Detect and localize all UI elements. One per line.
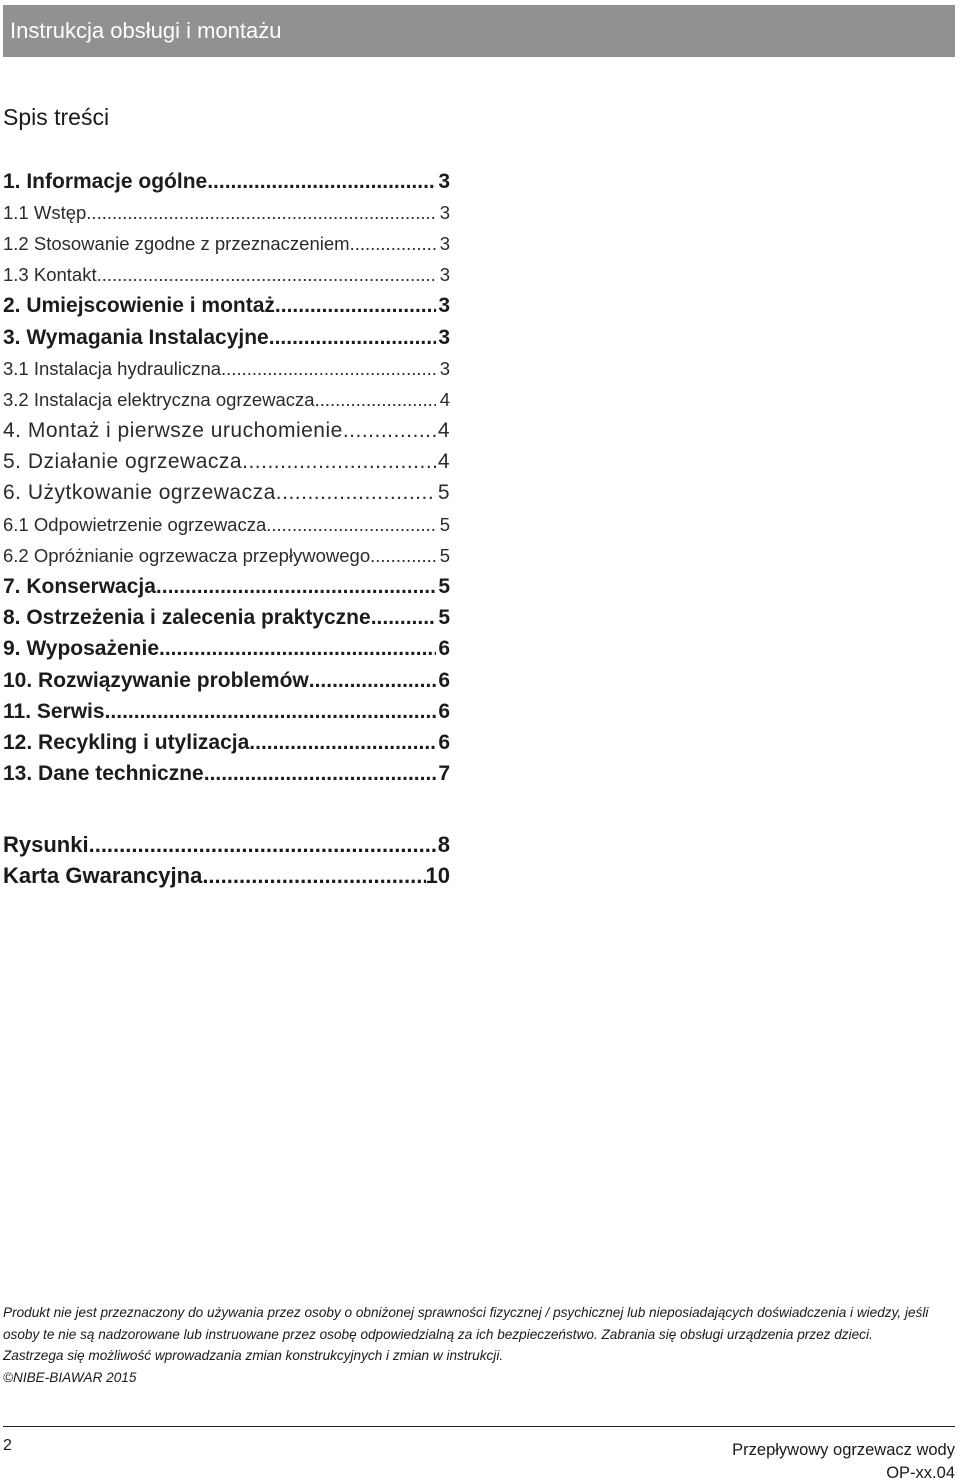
toc-entry-rozwiazywanie[interactable]: 10. Rozwiązywanie problemów ..... 6 xyxy=(3,665,450,696)
disclaimer-changes-notice: Zastrzega się możliwość wprowadzania zmian konstrukcyjnych i zmian w instrukcji. xyxy=(3,1348,504,1364)
toc-entry-karta-gwarancyjna[interactable]: Karta Gwarancyjna ..... 10 xyxy=(3,860,450,891)
toc-entry-kontakt[interactable]: 1.3 Kontakt ..... 3 xyxy=(3,260,450,291)
page-number: 2 xyxy=(3,1437,12,1454)
toc-entry-recykling[interactable]: 12. Recykling i utylizacja ..... 6 xyxy=(3,727,450,758)
toc-entry-umiejscowienie[interactable]: 2. Umiejscowienie i montaż ..... 3 xyxy=(3,291,450,322)
toc-entry-wstep[interactable]: 1.1 Wstęp ..... 3 xyxy=(3,197,450,228)
document-code: OP-xx.04 xyxy=(886,1464,955,1482)
toc-heading: Spis treści xyxy=(3,104,110,130)
disclaimer-safety-notice: Produkt nie jest przeznaczony do używania przez osoby o obniżonej sprawności fizycznej / psychicznej lub nieposiadających doświadczenia i wiedzy, jeśli osoby te nie są nadzorowane lub instruowane przez osobę odpowiedzialną za ich bezpieczeństwo. Zabrania się obsługi urządzenia przez dzieci. xyxy=(3,1305,929,1342)
toc-entry-instalacja-elektryczna[interactable]: 3.2 Instalacja elektryczna ogrzewacza ..... 4 xyxy=(3,384,450,415)
toc-entry-wyposazenie[interactable]: 9. Wyposażenie ..... 6 xyxy=(3,634,450,665)
product-name: Przepływowy ogrzewacz wody xyxy=(732,1441,955,1459)
toc-entry-wymagania[interactable]: 3. Wymagania Instalacyjne ..... 3 xyxy=(3,322,450,353)
toc-entry-stosowanie[interactable]: 1.2 Stosowanie zgodne z przeznaczeniem ..... 3 xyxy=(3,228,450,259)
toc-entry-informacje-ogolne[interactable]: 1. Informacje ogólne ..... 3 xyxy=(3,166,450,197)
footer-divider xyxy=(3,1426,955,1427)
toc-entry-dzialanie[interactable]: 5. Działanie ogrzewacza ..... 4 xyxy=(3,447,450,478)
table-of-contents xyxy=(3,166,450,790)
toc-entry-oproznianie[interactable]: 6.2 Opróżnianie ogrzewacza przepływowego ..... 5 xyxy=(3,540,450,571)
toc-entry-uzytkowanie[interactable]: 6. Użytkowanie ogrzewacza ..... 5 xyxy=(3,478,450,509)
toc-entry-serwis[interactable]: 11. Serwis ..... 6 xyxy=(3,696,450,727)
table-of-contents-appendix xyxy=(3,829,450,891)
copyright: ©NIBE-BIAWAR 2015 xyxy=(3,1369,137,1385)
toc-entry-montaz[interactable]: 4. Montaż i pierwsze uruchomienie ..... 4 xyxy=(3,416,450,447)
toc-entry-konserwacja[interactable]: 7. Konserwacja ..... 5 xyxy=(3,571,450,602)
toc-entry-ostrzezenia[interactable]: 8. Ostrzeżenia i zalecenia praktyczne ..... 5 xyxy=(3,603,450,634)
disclaimer xyxy=(3,1302,958,1388)
document-title: Instrukcja obsługi i montażu xyxy=(10,18,282,43)
toc-entry-dane-techniczne[interactable]: 13. Dane techniczne ..... 7 xyxy=(3,759,450,790)
toc-entry-odpowietrzenie[interactable]: 6.1 Odpowietrzenie ogrzewacza ..... 5 xyxy=(3,509,450,540)
toc-entry-instalacja-hydrauliczna[interactable]: 3.1 Instalacja hydrauliczna ..... 3 xyxy=(3,353,450,384)
header-bar xyxy=(3,5,955,57)
toc-entry-rysunki[interactable]: Rysunki ..... 8 xyxy=(3,829,450,860)
